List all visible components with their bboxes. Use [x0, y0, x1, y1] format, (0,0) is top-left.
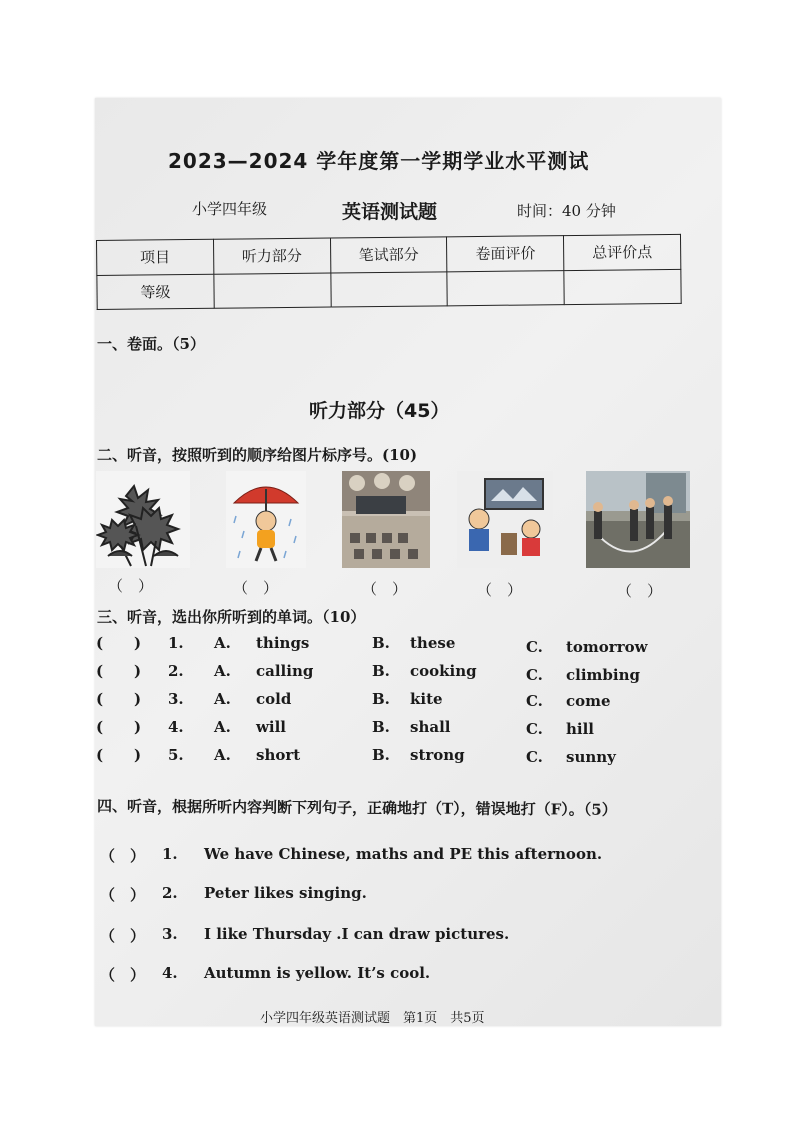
- statement-text: Peter likes singing.: [204, 884, 367, 902]
- word-choice-row: [96, 662, 656, 684]
- true-false-answer-blank[interactable]: （ ）: [100, 886, 146, 904]
- listening-heading: 听力部分（45）: [309, 400, 450, 422]
- score-header-written: 笔试部分: [330, 237, 447, 273]
- answer-blank-open[interactable]: (: [96, 746, 104, 764]
- answer-blank-close[interactable]: ): [134, 746, 142, 764]
- option-b-word: these: [410, 634, 456, 652]
- answer-blank-open[interactable]: (: [96, 690, 104, 708]
- option-b-letter: B.: [372, 690, 390, 708]
- classroom-icon: [342, 471, 430, 568]
- option-c-word: come: [566, 692, 611, 710]
- option-a-word: cold: [256, 690, 292, 708]
- page-footer: 小学四年级英语测试题 第1页 共5页: [260, 1011, 485, 1026]
- true-false-answer-blank[interactable]: （ ）: [100, 966, 146, 984]
- score-cell-neatness[interactable]: [447, 270, 564, 306]
- word-choice-row: [96, 746, 656, 768]
- option-a-word: short: [256, 746, 301, 764]
- statement-text: We have Chinese, maths and PE this afternoon.: [204, 845, 603, 863]
- answer-blank-close[interactable]: ): [134, 690, 142, 708]
- umbrella-icon: [226, 471, 306, 568]
- true-false-row: [100, 964, 660, 988]
- statement-text: Autumn is yellow. It’s cool.: [204, 964, 431, 982]
- score-header-listening: 听力部分: [213, 238, 330, 274]
- option-a-letter: A.: [214, 690, 231, 708]
- option-c-letter: C.: [526, 666, 543, 684]
- option-b-word: strong: [410, 746, 465, 764]
- children-icon: [457, 471, 553, 568]
- true-false-answer-blank[interactable]: （ ）: [100, 847, 146, 865]
- option-a-letter: A.: [214, 662, 231, 680]
- word-choice-row: [96, 634, 656, 656]
- section-4-label: 四、听音，根据所听内容判断下列句子，正确地打（T），错误地打（F）。（5）: [96, 797, 617, 819]
- picture-answer-blank-4[interactable]: （ ）: [477, 581, 523, 599]
- answer-blank-close[interactable]: ): [134, 662, 142, 680]
- question-number: 3.: [168, 690, 184, 708]
- section-1-label: 一、卷面。（5）: [97, 335, 205, 353]
- section-2-label: 二、听音，按照听到的顺序给图片标序号。(10): [97, 446, 418, 464]
- option-b-letter: B.: [372, 746, 390, 764]
- children-picture: [457, 471, 553, 568]
- answer-blank-open[interactable]: (: [96, 634, 104, 652]
- option-c-word: climbing: [566, 666, 640, 684]
- picture-answer-blank-1[interactable]: （ ）: [108, 577, 154, 595]
- option-b-word: shall: [410, 718, 451, 736]
- option-b-word: cooking: [410, 662, 477, 680]
- question-number: 4.: [168, 718, 184, 736]
- option-a-letter: A.: [214, 718, 231, 736]
- option-c-letter: C.: [526, 748, 543, 766]
- question-number: 3.: [162, 925, 178, 943]
- picture-answer-blank-5[interactable]: （ ）: [617, 582, 663, 600]
- score-table-grade-row: [97, 269, 681, 310]
- score-cell-listening[interactable]: [214, 273, 331, 309]
- true-false-row: [100, 925, 660, 949]
- word-choice-row: [96, 690, 656, 712]
- score-header-neatness: 卷面评价: [447, 236, 564, 272]
- option-b-letter: B.: [372, 662, 390, 680]
- true-false-row: [100, 845, 660, 869]
- section-3-label: 三、听音，选出你所听到的单词。（10）: [97, 608, 366, 626]
- question-number: 4.: [162, 964, 178, 982]
- umbrella-rain-picture: [226, 471, 306, 568]
- score-header-item: 项目: [97, 239, 214, 275]
- answer-blank-close[interactable]: ): [134, 718, 142, 736]
- option-a-letter: A.: [214, 746, 231, 764]
- grade-label: 小学四年级: [192, 200, 268, 218]
- option-c-word: tomorrow: [566, 638, 648, 656]
- option-b-letter: B.: [372, 634, 390, 652]
- flower-icon: [96, 471, 190, 568]
- option-a-word: things: [256, 634, 310, 652]
- score-table: [96, 234, 682, 310]
- option-c-letter: C.: [526, 720, 543, 738]
- option-a-letter: A.: [214, 634, 231, 652]
- word-choice-row: [96, 718, 656, 740]
- picture-answer-blank-2[interactable]: （ ）: [233, 579, 279, 597]
- playground-icon: [586, 471, 690, 568]
- time-limit: 时间：40 分钟: [517, 202, 616, 220]
- option-a-word: will: [256, 718, 287, 736]
- answer-blank-close[interactable]: ): [134, 634, 142, 652]
- true-false-row: [100, 884, 660, 908]
- question-number: 1.: [162, 845, 178, 863]
- answer-blank-open[interactable]: (: [96, 662, 104, 680]
- question-number: 1.: [168, 634, 184, 652]
- question-number: 2.: [168, 662, 184, 680]
- question-number: 5.: [168, 746, 184, 764]
- true-false-answer-blank[interactable]: （ ）: [100, 927, 146, 945]
- chrysanthemum-picture: [96, 471, 190, 568]
- option-c-letter: C.: [526, 638, 543, 656]
- option-c-word: sunny: [566, 748, 616, 766]
- picture-answer-blank-3[interactable]: （ ）: [362, 580, 408, 598]
- statement-text: I like Thursday .I can draw pictures.: [204, 925, 510, 943]
- score-cell-overall[interactable]: [564, 269, 681, 305]
- subject-title: 英语测试题: [342, 201, 438, 223]
- score-header-overall: 总评价点: [564, 234, 681, 270]
- rope-jumping-picture: [586, 471, 690, 568]
- option-b-letter: B.: [372, 718, 390, 736]
- option-c-word: hill: [566, 720, 595, 738]
- answer-blank-open[interactable]: (: [96, 718, 104, 736]
- option-c-letter: C.: [526, 692, 543, 710]
- score-cell-written[interactable]: [330, 271, 447, 307]
- option-a-word: calling: [256, 662, 314, 680]
- question-number: 2.: [162, 884, 178, 902]
- option-b-word: kite: [410, 690, 443, 708]
- score-row-label: 等级: [97, 274, 214, 310]
- classroom-picture: [342, 471, 430, 568]
- exam-title: 2023—2024 学年度第一学期学业水平测试: [168, 149, 590, 173]
